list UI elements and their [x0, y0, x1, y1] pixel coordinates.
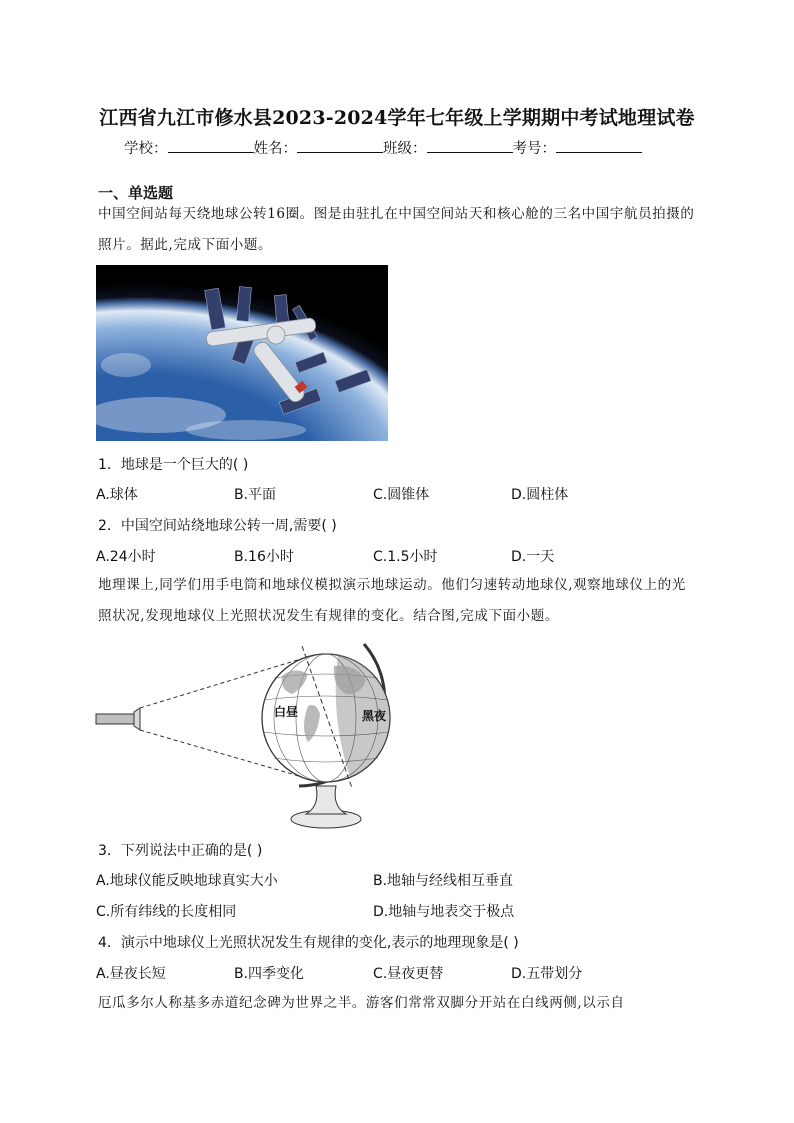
q2-option-a[interactable]: A.24小时: [96, 549, 156, 565]
number-label: 考号：: [512, 141, 556, 157]
question-3-stem: 3．下列说法中正确的是( ): [98, 843, 263, 859]
question-4-stem: 4．演示中地球仪上光照状况发生有规律的变化,表示的地理现象是( ): [98, 935, 519, 951]
student-info-line: [124, 137, 642, 158]
number-blank[interactable]: [556, 140, 642, 153]
name-label: 姓名：: [253, 141, 297, 157]
question-2-stem: 2．中国空间站绕地球公转一周,需要( ): [98, 518, 337, 534]
class-blank[interactable]: [427, 140, 513, 153]
school-label: 学校：: [124, 141, 168, 157]
passage-2: 地理课上,同学们用手电筒和地球仪模拟演示地球运动。他们匀速转动地球仪,观察地球仪上的光照状况,发现地球仪上光照状况发生有规律的变化。结合图,完成下面小题。: [98, 577, 686, 624]
q1-option-b[interactable]: B.平面: [234, 487, 277, 503]
q2-option-c[interactable]: C.1.5小时: [373, 549, 438, 565]
q4-option-a[interactable]: A.昼夜长短: [96, 966, 166, 982]
q1-option-c[interactable]: C.圆锥体: [373, 487, 430, 503]
q3-option-a[interactable]: A.地球仪能反映地球真实大小: [96, 873, 278, 889]
q4-option-c[interactable]: C.昼夜更替: [373, 966, 444, 982]
q3-option-b[interactable]: B.地轴与经线相互垂直: [373, 873, 514, 889]
name-blank[interactable]: [297, 140, 383, 153]
q4-option-b[interactable]: B.四季变化: [234, 966, 305, 982]
passage-1: 中国空间站每天绕地球公转16圈。图是由驻扎在中国空间站天和核心舱的三名中国宇航员拍摄的照片。据此,完成下面小题。: [98, 206, 695, 253]
space-station-photo: [96, 265, 388, 441]
q1-option-d[interactable]: D.圆柱体: [511, 487, 569, 503]
q3-option-c[interactable]: C.所有纬线的长度相同: [96, 904, 237, 920]
question-1-stem: 1．地球是一个巨大的( ): [98, 457, 249, 473]
exam-title: 江西省九江市修水县2023-2024学年七年级上学期期中考试地理试卷: [99, 107, 695, 129]
section-heading: 一、单选题: [98, 184, 174, 202]
passage-3: 厄瓜多尔人称基多赤道纪念碑为世界之半。游客们常常双脚分开站在白线两侧,以示自: [98, 995, 625, 1011]
school-blank[interactable]: [168, 140, 254, 153]
night-label: 黑夜: [362, 709, 387, 723]
day-label: 白昼: [274, 705, 299, 719]
q3-option-d[interactable]: D.地轴与地表交于极点: [373, 904, 515, 920]
q2-option-d[interactable]: D.一天: [511, 549, 555, 565]
q4-option-d[interactable]: D.五带划分: [511, 966, 583, 982]
q2-option-b[interactable]: B.16小时: [234, 549, 294, 565]
q1-option-a[interactable]: A.球体: [96, 487, 138, 503]
globe-flashlight-figure: [94, 636, 424, 832]
class-label: 班级：: [383, 141, 427, 157]
